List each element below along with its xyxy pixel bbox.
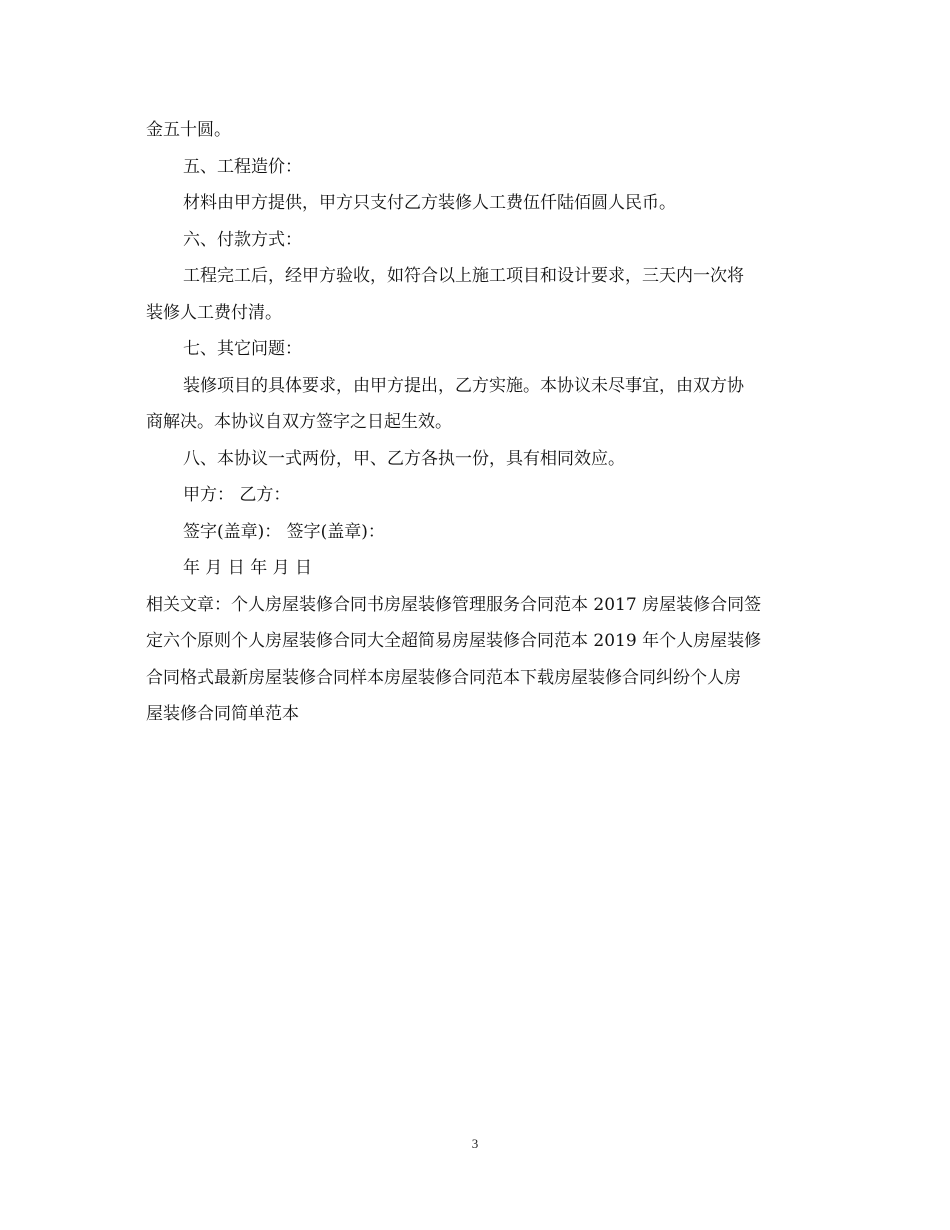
section-heading-other: 七、其它问题： (183, 339, 302, 359)
page-number: 3 (471, 1136, 479, 1151)
document-body (146, 112, 806, 733)
related-articles-line-3: 合同格式最新房屋装修合同样本房屋装修合同范本下载房屋装修合同纠纷个人房 (146, 667, 741, 688)
related-articles-line-1: 相关文章：个人房屋装修合同书房屋装修管理服务合同范本 2017 房屋装修合同签 (146, 594, 762, 615)
related-articles-line-2: 定六个原则个人房屋装修合同大全超简易房屋装修合同范本 2019 年个人房屋装修 (146, 631, 762, 651)
paragraph-cost: 材料由甲方提供，甲方只支付乙方装修人工费伍仟陆佰圆人民币。 (183, 193, 676, 213)
section-heading-cost: 五、工程造价： (183, 156, 302, 177)
paragraph-other-line-2: 商解决。本协议自双方签字之日起生效。 (146, 412, 452, 432)
section-heading-payment: 六、付款方式： (183, 229, 302, 250)
signature-date: 年 月 日 年 月 日 (183, 558, 313, 578)
signature-parties: 甲方： 乙方： (183, 485, 291, 505)
paragraph-other-line-1: 装修项目的具体要求，由甲方提出，乙方实施。本协议未尽事宜，由双方协 (183, 375, 744, 396)
paragraph-continuation: 金五十圆。 (146, 120, 231, 140)
related-articles-line-4: 屋装修合同简单范本 (146, 704, 299, 724)
paragraph-payment-line-1: 工程完工后，经甲方验收，如符合以上施工项目和设计要求，三天内一次将 (183, 266, 744, 286)
section-copies: 八、本协议一式两份，甲、乙方各执一份，具有相同效应。 (183, 448, 625, 469)
paragraph-payment-line-2: 装修人工费付清。 (146, 302, 282, 323)
signature-seal: 签字(盖章)： 签字(盖章)： (183, 521, 385, 542)
